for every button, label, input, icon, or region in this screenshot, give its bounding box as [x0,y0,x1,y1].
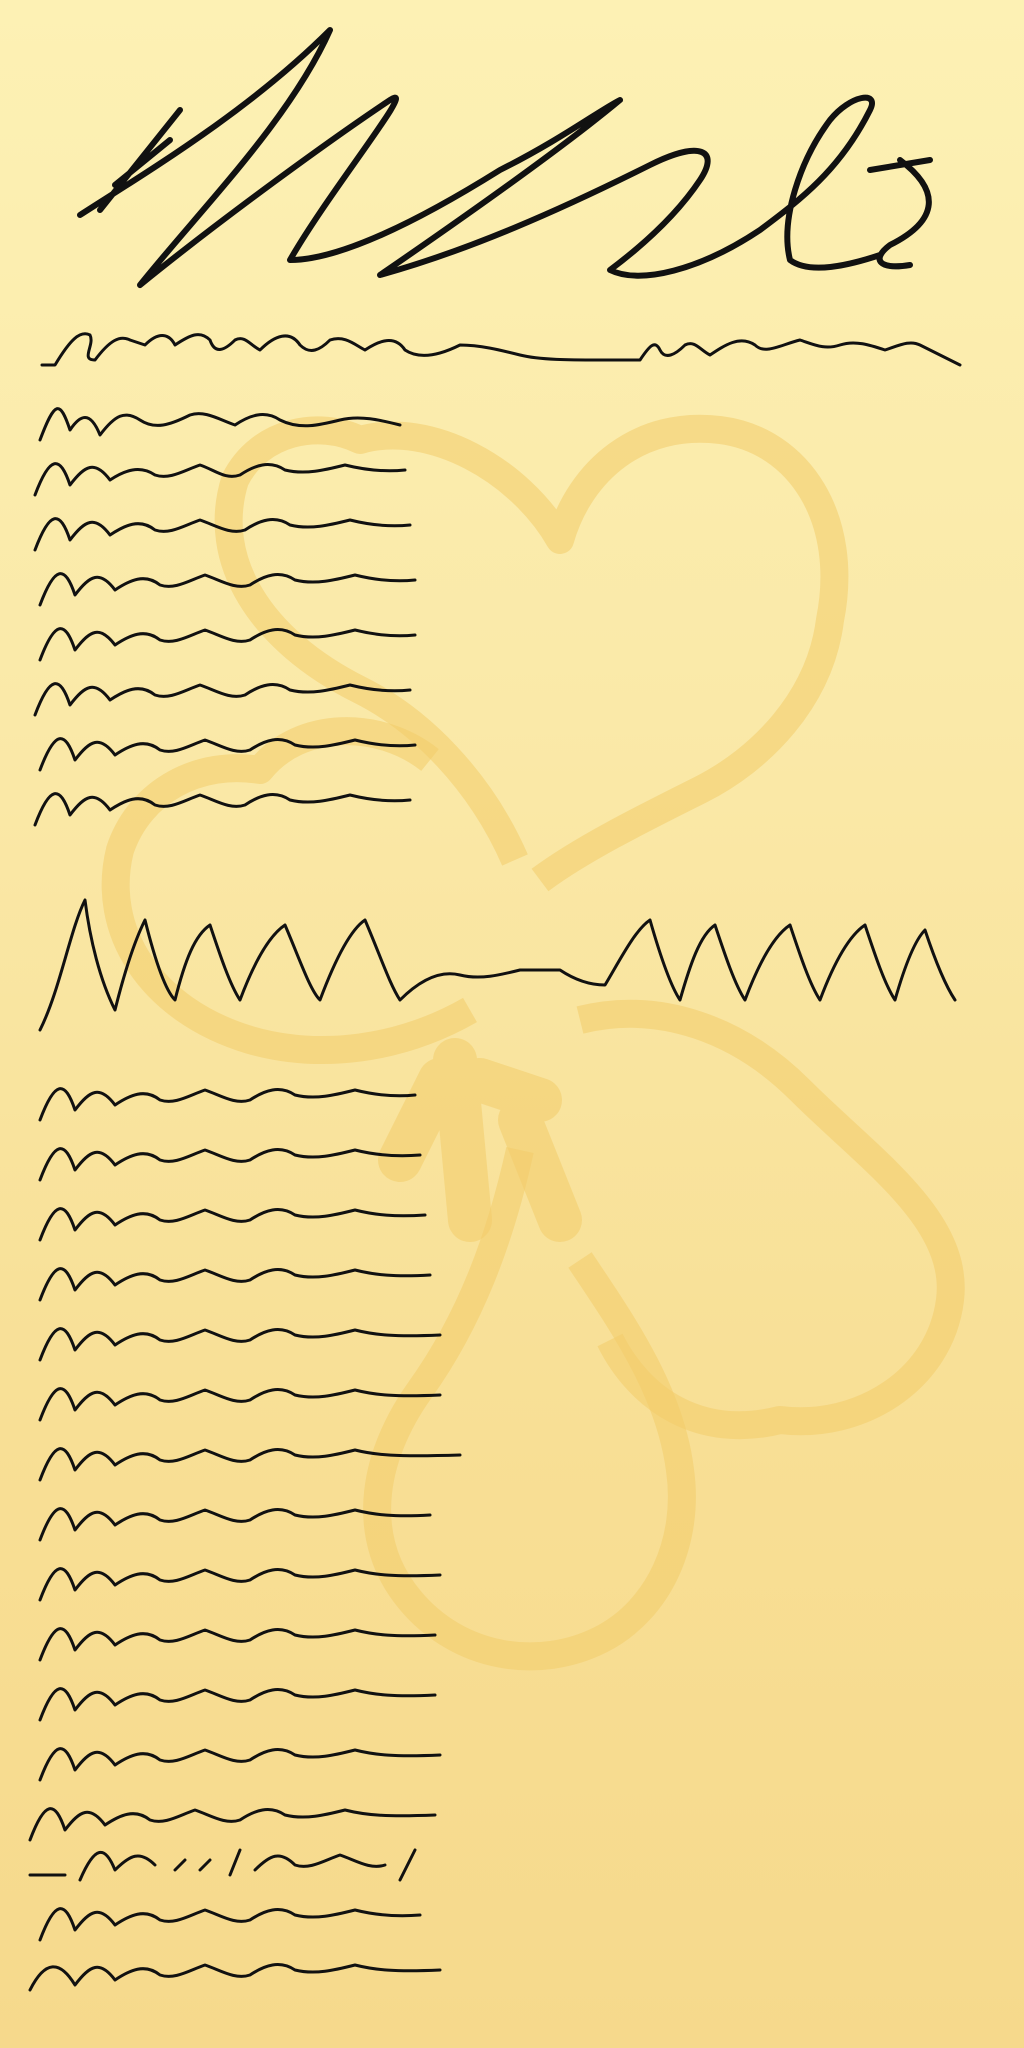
paragraph-scribble-2 [30,1089,460,1990]
headline-scribble [80,30,930,285]
divider-scribble [40,900,955,1030]
paragraph-scribble-1 [35,409,415,825]
subtitle-scribble [42,334,960,365]
